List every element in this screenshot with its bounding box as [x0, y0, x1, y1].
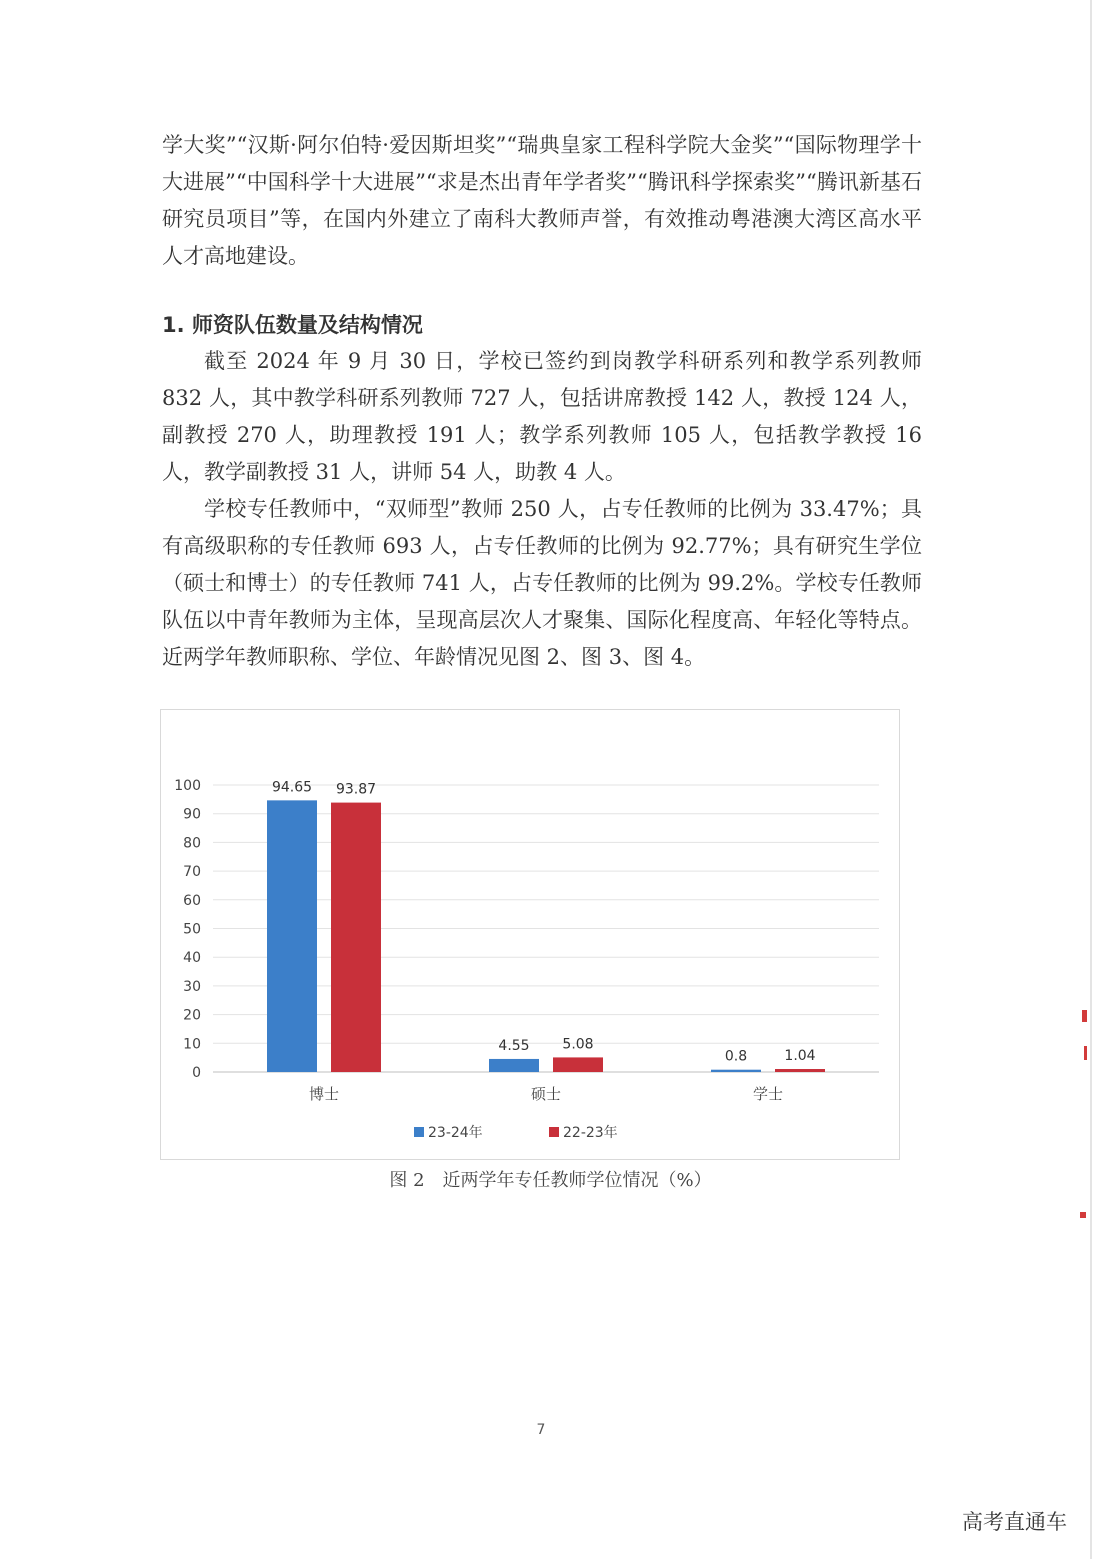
data-label: 94.65 — [271, 779, 313, 796]
y-tick-label: 10 — [183, 1036, 201, 1053]
data-label: 0.8 — [724, 1048, 748, 1065]
bar-2223 — [553, 1057, 603, 1072]
y-tick-label: 60 — [183, 892, 201, 909]
data-label: 1.04 — [784, 1048, 816, 1065]
page-edge — [1090, 0, 1092, 1559]
x-tick-label: 学士 — [752, 1085, 784, 1103]
degree-chart-svg — [161, 710, 899, 1159]
x-tick-label: 博士 — [308, 1085, 340, 1103]
watermark-text: 高考直通车 — [962, 1510, 1067, 1534]
y-tick-label: 100 — [174, 778, 201, 794]
figure-caption: 图 2 近两学年专任教师学位情况（%） — [389, 1170, 712, 1191]
data-label: 4.55 — [498, 1037, 530, 1054]
y-tick-label: 90 — [183, 806, 201, 823]
legend-swatch — [549, 1127, 559, 1137]
paragraph-awards: 学大奖”“汉斯·阿尔伯特·爱因斯坦奖”“瑞典皇家工程科学院大金奖”“国际物理学十大进展”“中国科学十大进展”“求是杰出青年学者奖”“腾讯科学探索奖”“腾讯新基石研究员项目”等，在国内外建立了南科大教师声誉，有效推动粤港澳大湾区高水平人才高地建设。 — [162, 133, 922, 268]
x-tick-label: 硕士 — [530, 1085, 562, 1103]
legend-swatch — [414, 1127, 424, 1137]
bar-2223 — [775, 1069, 825, 1072]
red-stamp-mark — [1080, 1212, 1086, 1218]
y-tick-label: 0 — [192, 1065, 201, 1081]
legend-label: 23-24年 — [428, 1125, 483, 1141]
paragraph-faculty-count: 截至 2024 年 9 月 30 日，学校已签约到岗教学科研系列和教学系列教师 832 人，其中教学科研系列教师 727 人，包括讲席教授 142 人，教授 124 人，副教授 270 人，助理教授 191 人；教学系列教师 105 人，包括教学教授 16 人，教学副教授 31 人，讲师 54 人，助教 4 人。 — [162, 349, 922, 484]
bar-2223 — [331, 803, 381, 1072]
data-label: 93.87 — [335, 781, 377, 798]
bar-2324 — [711, 1070, 761, 1072]
legend-label: 22-23年 — [563, 1125, 618, 1141]
page-number: 7 — [536, 1422, 546, 1438]
y-tick-label: 50 — [183, 921, 201, 938]
degree-chart — [160, 709, 900, 1160]
y-tick-label: 70 — [183, 864, 201, 881]
y-tick-label: 30 — [183, 978, 201, 995]
red-stamp-mark — [1082, 1010, 1087, 1022]
bar-2324 — [489, 1059, 539, 1072]
data-label: 5.08 — [562, 1036, 594, 1053]
y-tick-label: 80 — [183, 835, 201, 852]
paragraph-faculty-structure: 学校专任教师中，“双师型”教师 250 人，占专任教师的比例为 33.47%；具有高级职称的专任教师 693 人，占专任教师的比例为 92.77%；具有研究生学位（硕士和博士）的专任教师 741 人，占专任教师的比例为 99.2%。学校专任教师队伍以中青年教师为主体，呈现高层次人才聚集、国际化程度高、年轻化等特点。近两学年教师职称、学位、年龄情况见图 2、图 3、图 4。 — [162, 497, 922, 669]
bar-2324 — [267, 800, 317, 1072]
y-tick-label: 40 — [183, 950, 201, 967]
red-stamp-mark — [1084, 1046, 1087, 1060]
section-heading: 1. 师资队伍数量及结构情况 — [162, 313, 423, 337]
y-tick-label: 20 — [183, 1007, 201, 1024]
